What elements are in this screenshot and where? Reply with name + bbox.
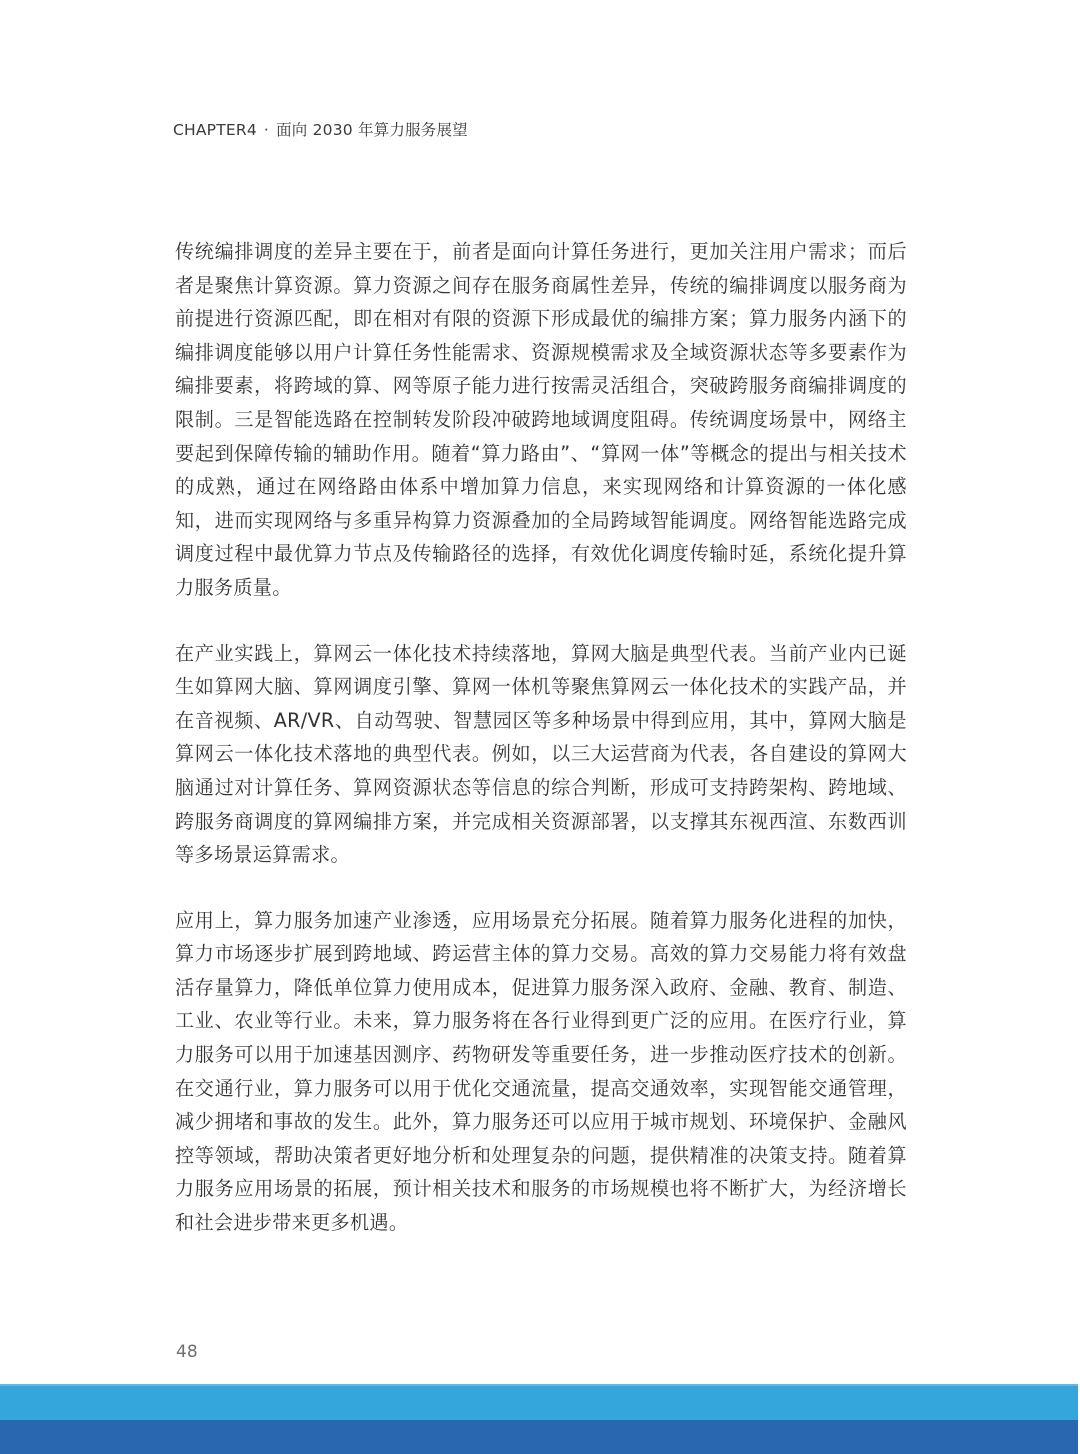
body-text — [175, 235, 907, 1240]
header-separator: · — [263, 121, 270, 139]
chapter-title: 面向 2030 年算力服务展望 — [276, 121, 468, 139]
running-header — [173, 118, 468, 140]
footer-band-dark — [0, 1420, 1078, 1454]
page-number: 48 — [176, 1342, 198, 1362]
paragraph-orchestration: 传统编排调度的差异主要在于，前者是面向计算任务进行，更加关注用户需求；而后者是聚焦计算资源。算力资源之间存在服务商属性差异，传统的编排调度以服务商为前提进行资源匹配，即在相对有限的资源下形成最优的编排方案；算力服务内涵下的编排调度能够以用户计算任务性能需求、资源规模需求及全域资源状态等多要素作为编排要素，将跨域的算、网等原子能力进行按需灵活组合，突破跨服务商编排调度的限制。三是智能选路在控制转发阶段冲破跨地域调度阻碍。传统调度场景中，网络主要起到保障传输的辅助作用。随着“算力路由”、“算网一体”等概念的提出与相关技术的成熟，通过在网络路由体系中增加算力信息，来实现网络和计算资源的一体化感知，进而实现网络与多重异构算力资源叠加的全局跨域智能调度。网络智能选路完成调度过程中最优算力节点及传输路径的选择，有效优化调度传输时延，系统化提升算力服务质量。 — [175, 240, 907, 599]
chapter-label: CHAPTER4 — [173, 121, 257, 139]
footer-band-light — [0, 1384, 1078, 1420]
paragraph-industry-practice: 在产业实践上，算网云一体化技术持续落地，算网大脑是典型代表。当前产业内已诞生如算网大脑、算网调度引擎、算网一体机等聚焦算网云一体化技术的实践产品，并在音视频、AR/VR、自动驾驶、智慧园区等多种场景中得到应用，其中，算网大脑是算网云一体化技术落地的典型代表。例如，以三大运营商为代表，各自建设的算网大脑通过对计算任务、算网资源状态等信息的综合判断，形成可支持跨架构、跨地域、跨服务商调度的算网编排方案，并完成相关资源部署，以支撑其东视西渲、东数西训等多场景运算需求。 — [175, 641, 907, 867]
paragraph-applications: 应用上，算力服务加速产业渗透，应用场景充分拓展。随着算力服务化进程的加快，算力市场逐步扩展到跨地域、跨运营主体的算力交易。高效的算力交易能力将有效盘活存量算力，降低单位算力使用成本，促进算力服务深入政府、金融、教育、制造、工业、农业等行业。未来，算力服务将在各行业得到更广泛的应用。在医疗行业，算力服务可以用于加速基因测序、药物研发等重要任务，进一步推动医疗技术的创新。在交通行业，算力服务可以用于优化交通流量，提高交通效率，实现智能交通管理，减少拥堵和事故的发生。此外，算力服务还可以应用于城市规划、环境保护、金融风控等领域，帮助决策者更好地分析和处理复杂的问题，提供精准的决策支持。随着算力服务应用场景的拓展，预计相关技术和服务的市场规模也将不断扩大，为经济增长和社会进步带来更多机遇。 — [175, 908, 907, 1235]
